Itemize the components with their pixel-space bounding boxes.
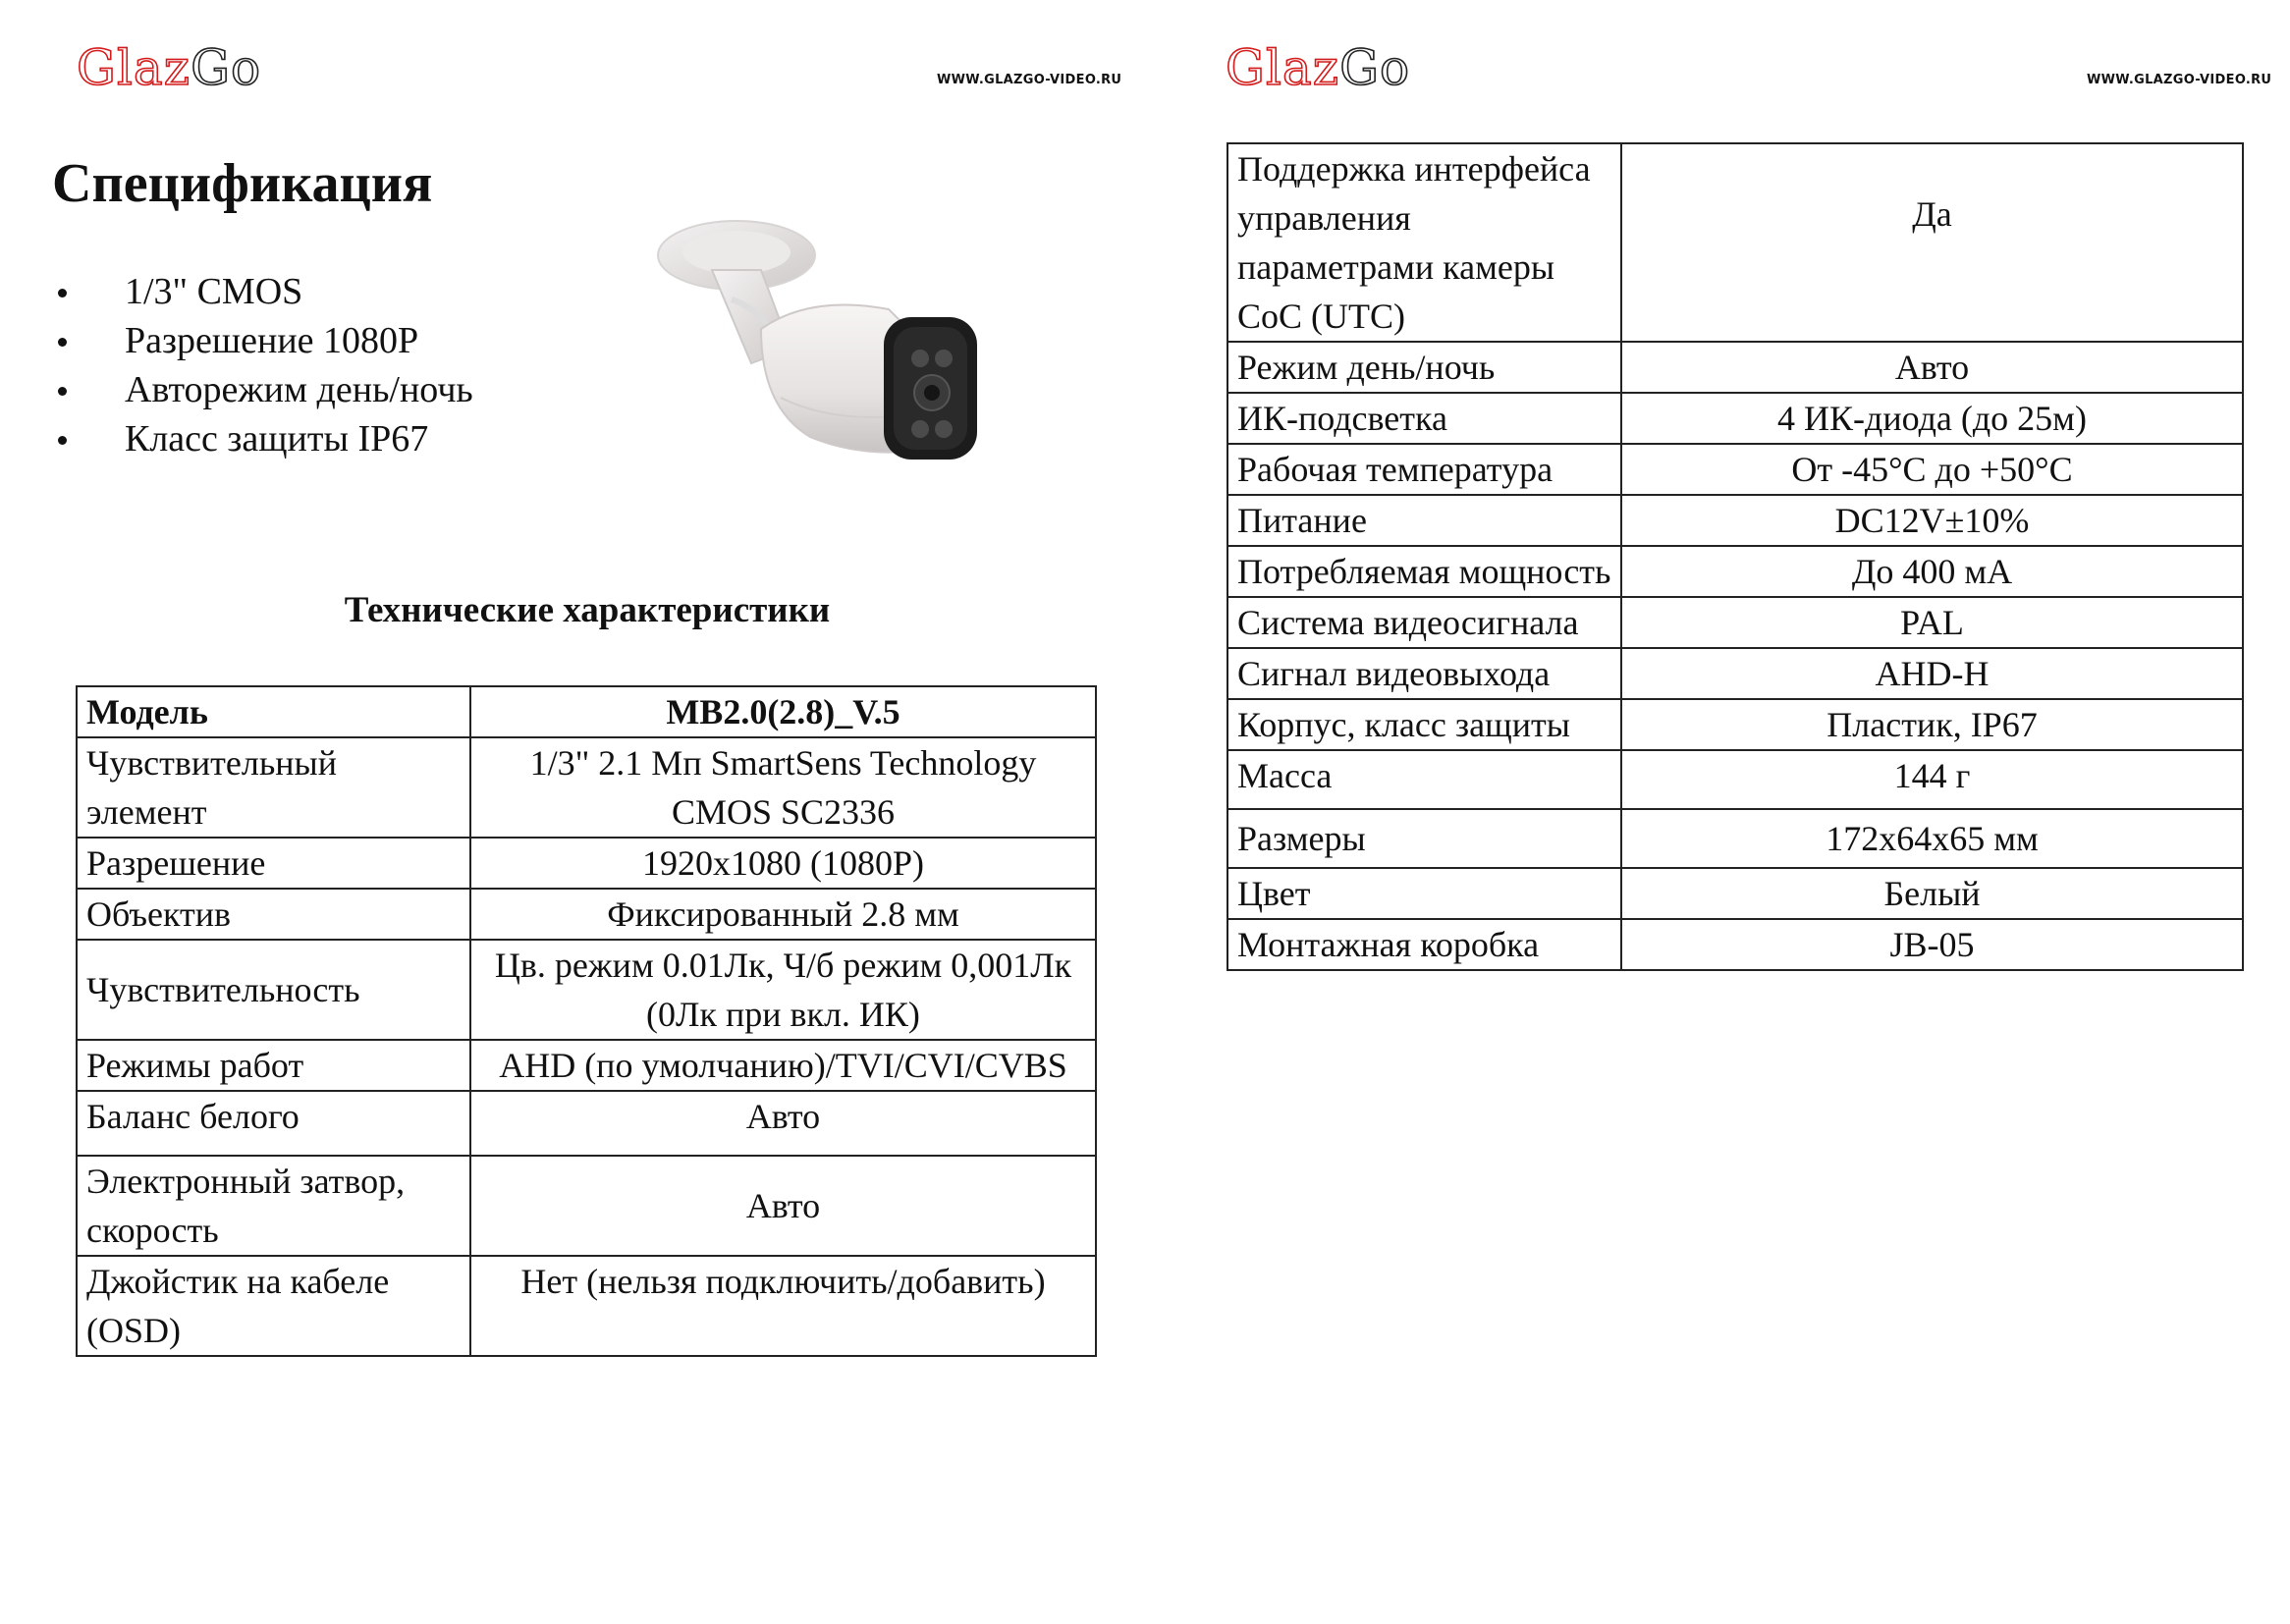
table-row: [77, 1156, 1096, 1256]
table-row: [1227, 393, 2243, 444]
spec-label: ИК-подсветка: [1227, 393, 1621, 444]
table-row: [1227, 143, 2243, 342]
table-row: [77, 940, 1096, 1040]
spec-label: Электронный затвор, скорость: [77, 1156, 470, 1256]
spec-value: Да: [1621, 143, 2243, 342]
spec-value: Нет (нельзя подключить/добавить): [470, 1256, 1096, 1356]
spec-value: 172x64x65 мм: [1621, 809, 2243, 868]
spec-label: Система видеосигнала: [1227, 597, 1621, 648]
spec-value: Пластик, IP67: [1621, 699, 2243, 750]
table-row: [77, 737, 1096, 838]
table-row: [1227, 919, 2243, 970]
spec-value: До 400 мА: [1621, 546, 2243, 597]
spec-table-left: [76, 685, 1097, 1357]
table-row: [77, 838, 1096, 889]
table-row: [1227, 546, 2243, 597]
camera-image: [643, 201, 1036, 515]
feature-item: Класс защиты IP67: [52, 414, 473, 463]
spec-label: Объектив: [77, 889, 470, 940]
table-row: [1227, 495, 2243, 546]
table-row: [77, 1256, 1096, 1356]
spec-value: DC12V±10%: [1621, 495, 2243, 546]
spec-label: Корпус, класс защиты: [1227, 699, 1621, 750]
spec-value: 1920x1080 (1080P): [470, 838, 1096, 889]
table-row: [1227, 868, 2243, 919]
spec-label: Масса: [1227, 750, 1621, 809]
website-url: WWW.GLAZGO-VIDEO.RU: [2087, 73, 2272, 87]
logo-part-glaz: Glaz: [1226, 39, 1340, 96]
table-row: [1227, 342, 2243, 393]
spec-label: Режимы работ: [77, 1040, 470, 1091]
feature-list: [52, 267, 473, 463]
website-url: WWW.GLAZGO-VIDEO.RU: [937, 73, 1122, 87]
brand-logo: [1226, 39, 1410, 96]
spec-label: Поддержка интерфейса управления параметрами камеры CoC (UTC): [1227, 143, 1621, 342]
spec-value: Белый: [1621, 868, 2243, 919]
spec-label: Сигнал видеовыхода: [1227, 648, 1621, 699]
spec-value: AHD-H: [1621, 648, 2243, 699]
spec-label: Размеры: [1227, 809, 1621, 868]
spec-value: 4 ИК-диода (до 25м): [1621, 393, 2243, 444]
spec-label: Потребляемая мощность: [1227, 546, 1621, 597]
table-row: [1227, 597, 2243, 648]
logo-part-glaz: Glaz: [77, 39, 191, 96]
feature-item: 1/3" CMOS: [52, 267, 473, 316]
spec-value: 1/3" 2.1 Мп SmartSens Technology CMOS SC2336: [470, 737, 1096, 838]
table-row: [77, 889, 1096, 940]
spec-label: Джойстик на кабеле (OSD): [77, 1256, 470, 1356]
spec-value: AHD (по умолчанию)/TVI/CVI/CVBS: [470, 1040, 1096, 1091]
brand-logo: [77, 39, 261, 96]
table-row: [1227, 444, 2243, 495]
spec-value: 144 г: [1621, 750, 2243, 809]
table-title: Технические характеристики: [344, 590, 831, 630]
spec-value: Авто: [470, 1156, 1096, 1256]
spec-label: Баланс белого: [77, 1091, 470, 1156]
spec-value: Авто: [1621, 342, 2243, 393]
feature-item: Авторежим день/ночь: [52, 365, 473, 414]
table-row: [1227, 809, 2243, 868]
spec-value: От -45°C до +50°C: [1621, 444, 2243, 495]
spec-value: JB-05: [1621, 919, 2243, 970]
spec-label: Цвет: [1227, 868, 1621, 919]
spec-value: PAL: [1621, 597, 2243, 648]
table-row: [1227, 648, 2243, 699]
table-row: [77, 686, 1096, 737]
logo-part-go: Go: [1339, 39, 1411, 96]
table-row: [77, 1091, 1096, 1156]
table-row: [1227, 699, 2243, 750]
feature-item: Разрешение 1080P: [52, 316, 473, 365]
spec-value: Цв. режим 0.01Лк, Ч/б режим 0,001Лк (0Лк при вкл. ИК): [470, 940, 1096, 1040]
spec-value: Фиксированный 2.8 мм: [470, 889, 1096, 940]
spec-label: Чувствительность: [77, 940, 470, 1040]
spec-label: Модель: [77, 686, 470, 737]
spec-label: Чувствительный элемент: [77, 737, 470, 838]
spec-label: Рабочая температура: [1227, 444, 1621, 495]
spec-label: Режим день/ночь: [1227, 342, 1621, 393]
page-title: Спецификация: [52, 153, 433, 214]
spec-value: Авто: [470, 1091, 1096, 1156]
spec-value: MB2.0(2.8)_V.5: [470, 686, 1096, 737]
table-row: [1227, 750, 2243, 809]
spec-label: Питание: [1227, 495, 1621, 546]
spec-label: Монтажная коробка: [1227, 919, 1621, 970]
logo-part-go: Go: [191, 39, 262, 96]
spec-label: Разрешение: [77, 838, 470, 889]
table-row: [77, 1040, 1096, 1091]
spec-table-right: [1227, 142, 2244, 971]
